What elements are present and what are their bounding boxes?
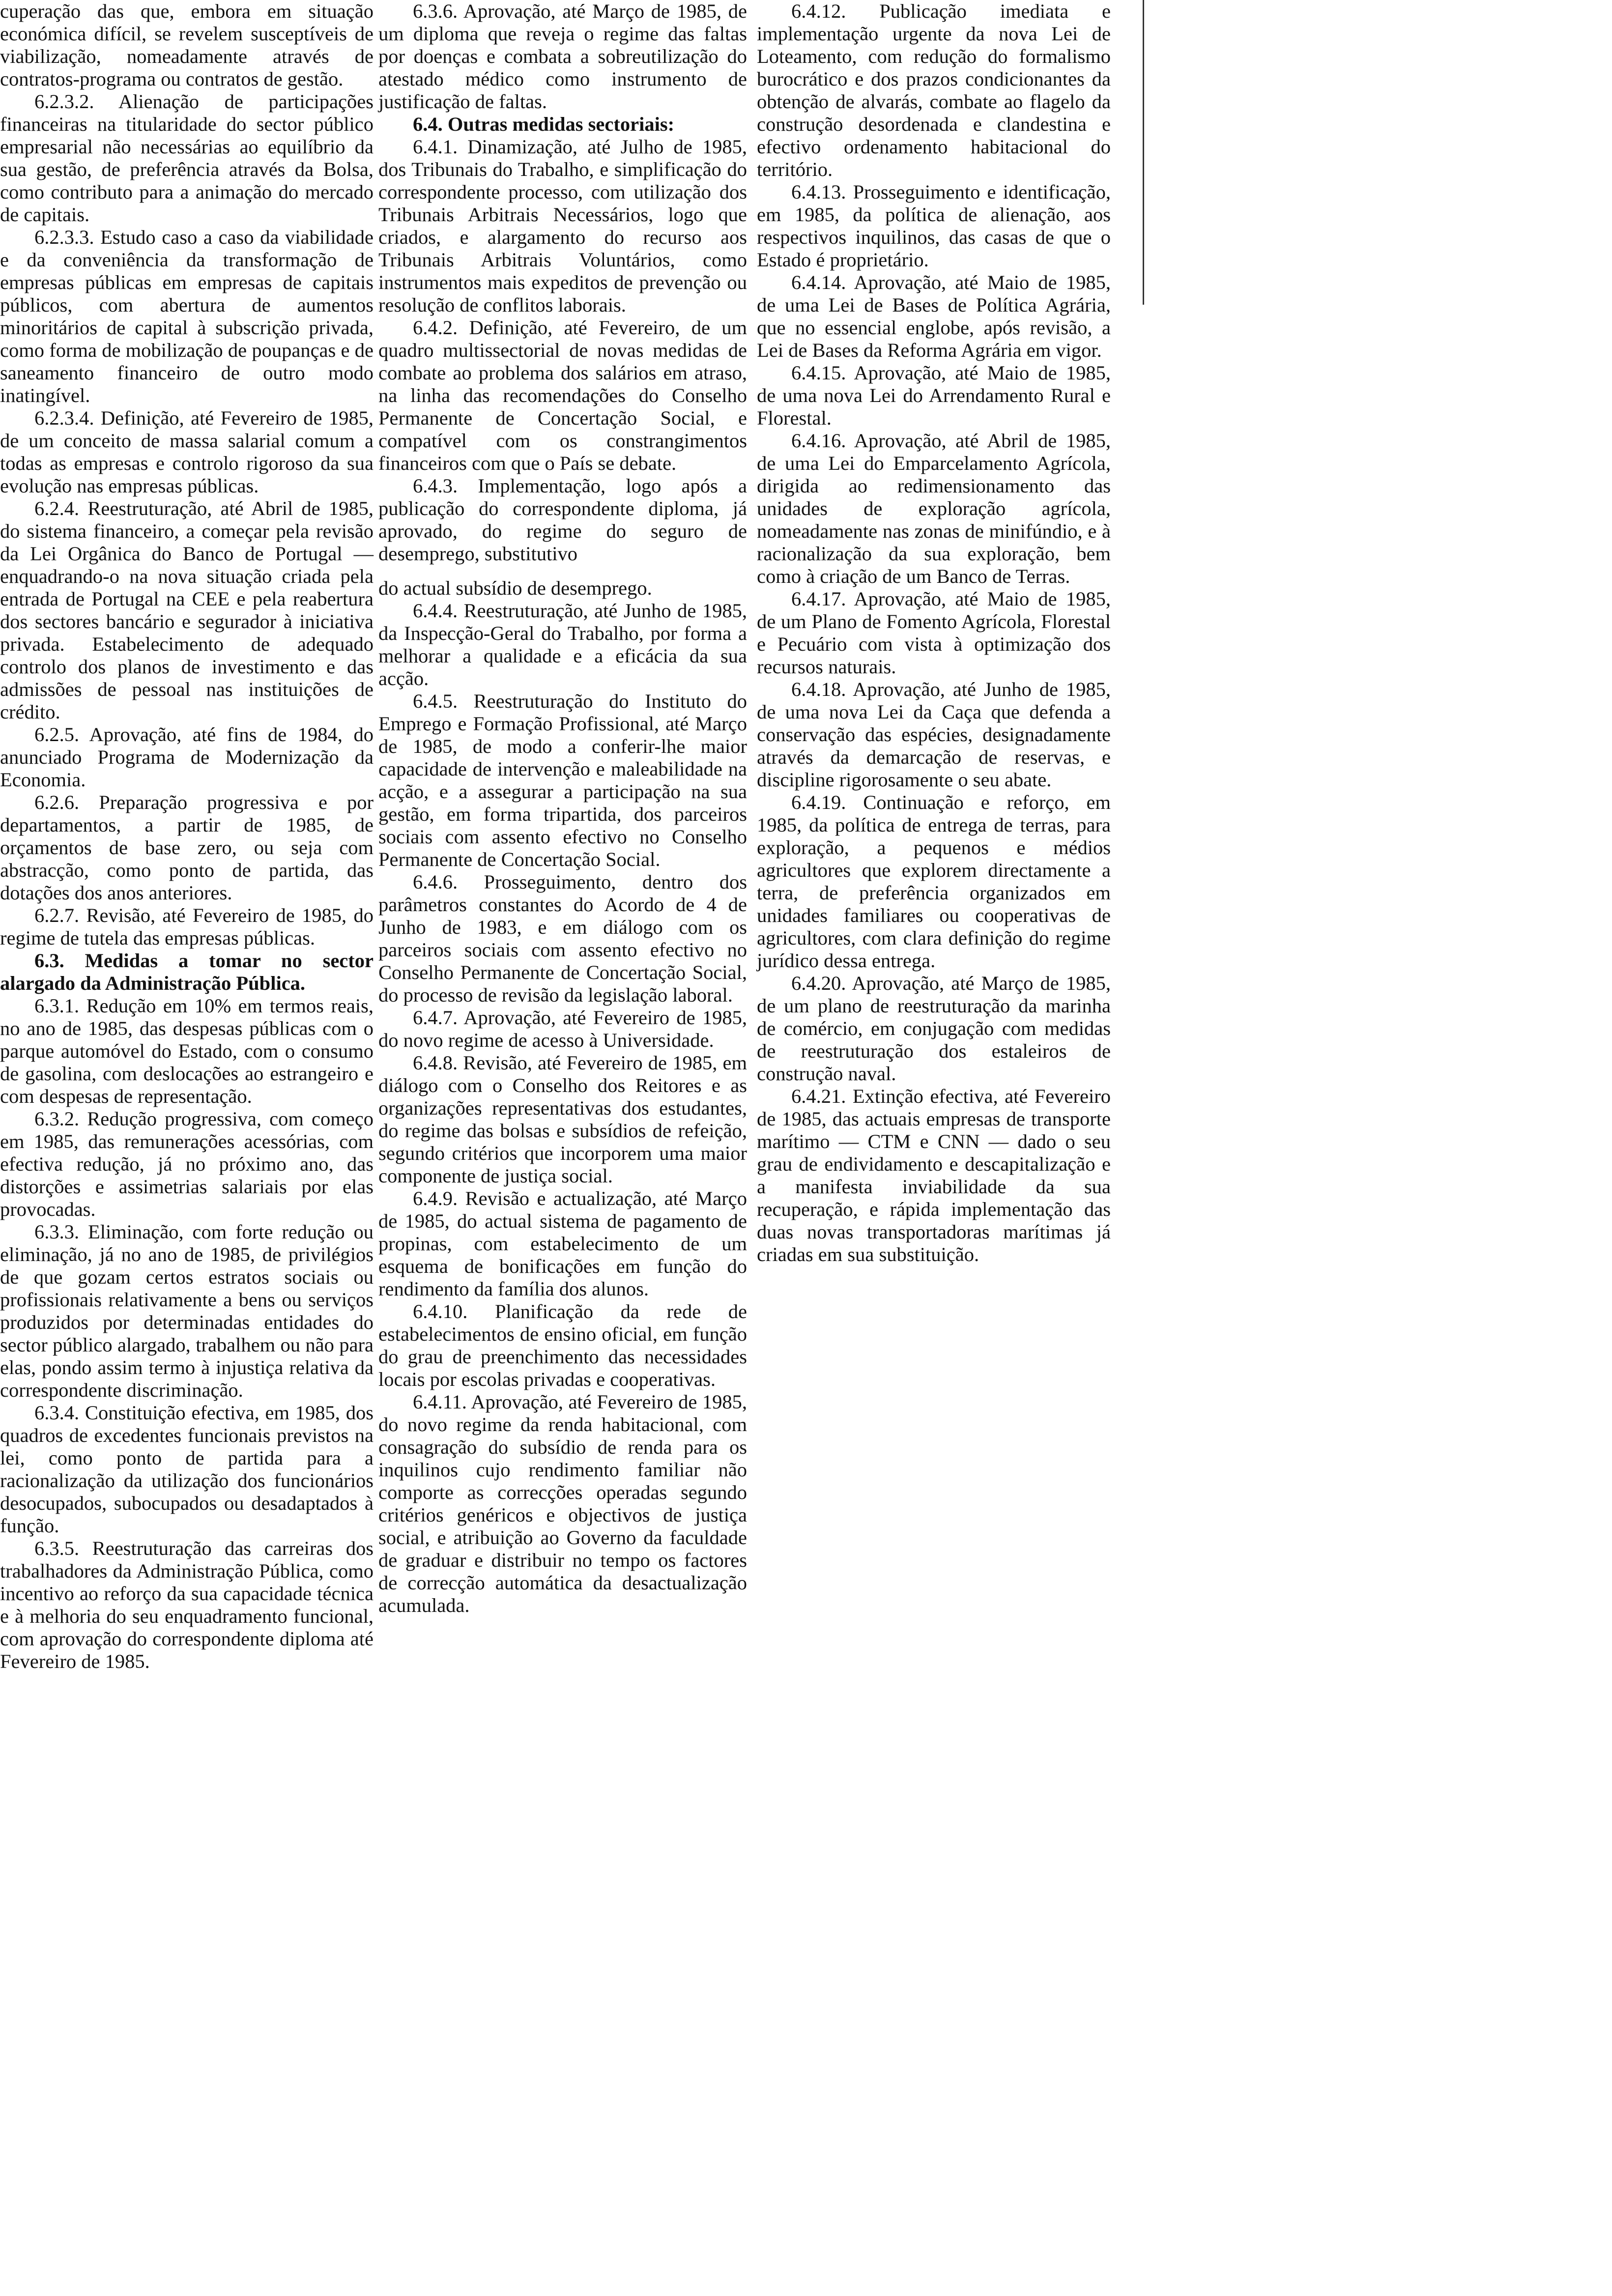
paragraph: cuperação das que, embora em situação económica difícil, se revelem susceptíveis de viabilização, nomeadamente através de contratos-programa ou contratos de gestão.: [0, 0, 374, 90]
paragraph: 6.2.6. Preparação progressiva e por departamentos, a partir de 1985, de orçamentos de base zero, ou seja com abstracção, como ponto de partida, das dotações dos anos anteriores.: [0, 791, 374, 904]
section-heading: 6.3. Medidas a tomar no sector alargado da Administração Pública.: [0, 949, 374, 994]
paragraph: 6.4.5. Reestruturação do Instituto do Emprego e Formação Profissional, até Março de 1985, de modo a conferir-lhe maior capacidade de intervenção e maleabilidade na acção, e a assegurar a participação na sua gestão, em forma tripartida, dos parceiros sociais com assento efectivo no Conselho Permanente de Concertação Social.: [378, 690, 747, 870]
paragraph: 6.4.13. Prosseguimento e identificação, em 1985, da política de alienação, aos respectivos inquilinos, das casas de que o Estado é proprietário.: [757, 181, 1111, 271]
text-column-middle: [378, 0, 747, 1617]
paragraph: 6.4.17. Aprovação, até Maio de 1985, de um Plano de Fomento Agrícola, Florestal e Pecuário com vista à optimização dos recursos naturais.: [757, 588, 1111, 678]
paragraph: 6.4.6. Prosseguimento, dentro dos parâmetros constantes do Acordo de 4 de Junho de 1983, e em diálogo com os parceiros sociais com assento efectivo no Conselho Permanente de Concertação Social, do processo de revisão da legislação laboral.: [378, 871, 747, 1006]
paragraph: 6.4.8. Revisão, até Fevereiro de 1985, em diálogo com o Conselho dos Reitores e as organizações representativas dos estudantes, do regime das bolsas e subsídios de refeição, segundo critérios que incorporem uma maior componente de justiça social.: [378, 1052, 747, 1187]
paragraph: 6.3.1. Redução em 10% em termos reais, no ano de 1985, das despesas públicas com o parque automóvel do Estado, com o consumo de gasolina, com deslocações ao estrangeiro e com despesas de representação.: [0, 995, 374, 1107]
paragraph: 6.2.3.3. Estudo caso a caso da viabilidade e da conveniência da transformação de empresas públicas em empresas de capitais públicos, com abertura de aumentos minoritários de capital à subscrição privada, como forma de mobilização de poupanças e de saneamento financeiro de outro modo inatingível.: [0, 226, 374, 406]
paragraph: 6.4.3. Implementação, logo após a publicação do correspondente diploma, já aprovado, do regime do seguro de desemprego, substitutivo: [378, 475, 747, 565]
paragraph: 6.4.19. Continuação e reforço, em 1985, da política de entrega de terras, para exploração, a pequenos e médios agricultores que explorem directamente a terra, de preferência organizados em unidades familiares ou cooperativas de agricultores, com clara definição do regime jurídico dessa entrega.: [757, 791, 1111, 972]
paragraph: 6.2.3.4. Definição, até Fevereiro de 1985, de um conceito de massa salarial comum a todas as empresas e controlo rigoroso da sua evolução nas empresas públicas.: [0, 407, 374, 497]
paragraph: 6.2.4. Reestruturação, até Abril de 1985, do sistema financeiro, a começar pela revisão da Lei Orgânica do Banco de Portugal — enquadrando-o na nova situação criada pela entrada de Portugal na CEE e pela reabertura dos sectores bancário e segurador à iniciativa privada. Estabelecimento de adequado controlo dos planos de investimento e das admissões de pessoal nas instituições de crédito.: [0, 497, 374, 723]
paragraph: 6.4.20. Aprovação, até Março de 1985, de um plano de reestruturação da marinha de comércio, em conjugação com medidas de reestruturação dos estaleiros de construção naval.: [757, 972, 1111, 1085]
paragraph: 6.2.7. Revisão, até Fevereiro de 1985, do regime de tutela das empresas públicas.: [0, 904, 374, 949]
paragraph: do actual subsídio de desemprego.: [378, 577, 652, 599]
paragraph: 6.3.3. Eliminação, com forte redução ou eliminação, já no ano de 1985, de privilégios de que gozam certos estratos sociais ou profissionais relativamente a bens ou serviços produzidos por determinadas entidades do sector público alargado, trabalhem ou não para elas, pondo assim termo à injustiça relativa da correspondente discriminação.: [0, 1221, 374, 1401]
paragraph: 6.4.18. Aprovação, até Junho de 1985, de uma nova Lei da Caça que defenda a conservação das espécies, designadamente através da demarcação de reservas, e discipline rigorosamente o seu abate.: [757, 678, 1111, 791]
paragraph: 6.4.16. Aprovação, até Abril de 1985, de uma Lei do Emparcelamento Agrícola, dirigida ao redimensionamento das unidades de exploração agrícola, nomeadamente nas zonas de minifúndio, e à racionalização da sua exploração, bem como à criação de um Banco de Terras.: [757, 430, 1111, 587]
paragraph: 6.4.2. Definição, até Fevereiro, de um quadro multissectorial de novas medidas de combate ao problema dos salários em atraso, na linha das recomendações do Conselho Permanente de Concertação Social, e compatível com os constrangimentos financeiros com que o País se debate.: [378, 316, 747, 474]
paragraph: 6.4.21. Extinção efectiva, até Fevereiro de 1985, das actuais empresas de transporte marítimo — CTM e CNN — dado o seu grau de endividamento e descapitalização e a manifesta inviabilidade da sua recuperação, e rápida implementação das duas novas transportadoras marítimas já criadas em sua substituição.: [757, 1085, 1111, 1265]
paragraph: 6.3.2. Redução progressiva, com começo em 1985, das remunerações acessórias, com efectiva redução, já no próximo ano, das distorções e assimetrias salariais por elas provocadas.: [0, 1108, 374, 1220]
paragraph: 6.3.4. Constituição efectiva, em 1985, dos quadros de excedentes funcionais previstos na lei, como ponto de partida para a racionalização da utilização dos funcionários desocupados, subocupados ou desadaptados à função.: [0, 1402, 374, 1537]
paragraph: 6.4.1. Dinamização, até Julho de 1985, dos Tribunais do Trabalho, e simplificação do correspondente processo, com utilização dos Tribunais Arbitrais Necessários, logo que criados, e alargamento do recurso aos Tribunais Arbitrais Voluntários, como instrumentos mais expeditos de prevenção ou resolução de conflitos laborais.: [378, 136, 747, 316]
text-column-left: [0, 0, 374, 1673]
paragraph: 6.4.10. Planificação da rede de estabelecimentos de ensino oficial, em função do grau de preenchimento das necessidades locais por escolas privadas e cooperativas.: [378, 1300, 747, 1390]
paragraph: 6.4.15. Aprovação, até Maio de 1985, de uma nova Lei do Arrendamento Rural e Florestal.: [757, 362, 1111, 429]
paragraph: 6.4.14. Aprovação, até Maio de 1985, de uma Lei de Bases de Política Agrária, que no essencial englobe, após revisão, a Lei de Bases da Reforma Agrária em vigor.: [757, 271, 1111, 361]
section-heading: 6.4. Outras medidas sectoriais:: [413, 113, 675, 135]
paragraph: 6.2.5. Aprovação, até fins de 1984, do anunciado Programa de Modernização da Economia.: [0, 723, 374, 791]
paragraph: 6.3.6. Aprovação, até Março de 1985, de um diploma que reveja o regime das faltas por doenças e combata a sobreutilização do atestado médico como instrumento de justificação de faltas.: [378, 0, 747, 113]
paragraph: 6.4.4. Reestruturação, até Junho de 1985, da Inspecção-Geral do Trabalho, por forma a melhorar a qualidade e a eficácia da sua acção.: [378, 600, 747, 689]
column-rule: [1143, 0, 1144, 305]
paragraph: 6.4.9. Revisão e actualização, até Março de 1985, do actual sistema de pagamento de propinas, com estabelecimento de um esquema de bonificações em função do rendimento da família dos alunos.: [378, 1187, 747, 1300]
paragraph: 6.4.12. Publicação imediata e implementação urgente da nova Lei de Loteamento, com redução do formalismo burocrático e dos prazos condicionantes da obtenção de alvarás, combate ao flagelo da construção desordenada e clandestina e efectivo ordenamento habitacional do território.: [757, 0, 1111, 180]
paragraph: 6.4.7. Aprovação, até Fevereiro de 1985, do novo regime de acesso à Universidade.: [378, 1006, 747, 1051]
column-break: [378, 565, 747, 577]
paragraph: 6.2.3.2. Alienação de participações financeiras na titularidade do sector público empresarial não necessárias ao equilíbrio da sua gestão, de preferência através da Bolsa, como contributo para a animação do mercado de capitais.: [0, 90, 374, 226]
paragraph: 6.4.11. Aprovação, até Fevereiro de 1985, do novo regime da renda habitacional, com consagração do subsídio de renda para os inquilinos cujo rendimento familiar não comporte as correcções operadas segundo critérios genéricos e objectivos de justiça social, e atribuição ao Governo da faculdade de graduar e distribuir no tempo os factores de correcção automática da desactualização acumulada.: [378, 1391, 747, 1616]
text-column-right: [757, 0, 1111, 1266]
paragraph: 6.3.5. Reestruturação das carreiras dos trabalhadores da Administração Pública, como incentivo ao reforço da sua capacidade técnica e à melhoria do seu enquadramento funcional, com aprovação do correspondente diploma até Fevereiro de 1985.: [0, 1537, 374, 1672]
